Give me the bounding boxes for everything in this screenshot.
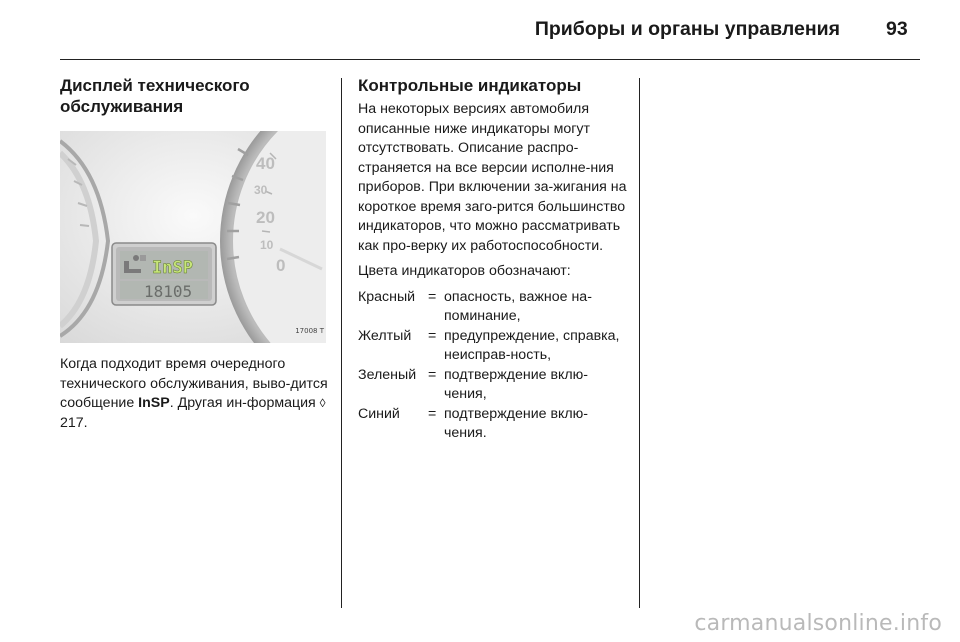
- indicators-intro-paragraph: На некоторых версиях автомобиля описанные ниже индикаторы могут отсутствовать. Описание распро-страняется на все версии исполне-ния приборов. При включении за-жигания на короткое время заго-рится большинство индикаторов, что можно рассматривать как про-верку их работоспособности.: [358, 101, 627, 254]
- header-rule: [60, 59, 920, 60]
- figure-caption-code: 17008 T: [295, 326, 324, 335]
- text-run: . Другая ин-формация: [169, 395, 320, 411]
- gauge-tick-label: 20: [256, 208, 275, 227]
- equals-sign: =: [428, 327, 437, 344]
- left-column: [60, 75, 328, 433]
- page-number: 93: [886, 18, 908, 40]
- text-run: Когда подходит время очередного технического обслуживания, выво-дится сообщение: [60, 356, 328, 411]
- middle-column: [358, 75, 628, 444]
- cluster-illustration: [60, 131, 326, 343]
- display-odometer: 18105: [144, 282, 193, 301]
- section-heading-service-display: Дисплей технического обслуживания: [60, 76, 250, 116]
- color-legend-item: [358, 405, 628, 444]
- colors-intro: Цвета индикаторов обозначают:: [358, 263, 571, 279]
- gauge-tick-label: 30: [254, 183, 268, 197]
- page-header-title: Приборы и органы управления: [534, 18, 840, 40]
- gauge-tick-label: 10: [260, 238, 274, 252]
- equals-sign: =: [428, 366, 437, 383]
- color-name: Зеленый: [358, 366, 417, 383]
- section-heading-indicators: Контрольные индикаторы: [358, 76, 582, 95]
- gauge-tick-label: 0: [276, 256, 286, 275]
- color-name: Желтый: [358, 327, 412, 344]
- color-meaning: подтверждение вклю-чения.: [444, 405, 588, 441]
- color-legend-item: [358, 366, 628, 405]
- site-watermark: carmanualsonline.info: [694, 611, 942, 636]
- service-display-paragraph: [60, 355, 328, 433]
- color-legend-item: [358, 288, 628, 327]
- gauge-tick-label: 40: [256, 154, 275, 173]
- color-name: Синий: [358, 405, 400, 422]
- page-reference-arrow-icon: ◊: [319, 396, 326, 410]
- color-meaning: предупреждение, справка, неисправ-ность,: [444, 327, 620, 363]
- column-divider-left: [341, 78, 342, 608]
- display-message-insp: InSP: [152, 258, 193, 278]
- column-divider-right: [639, 78, 640, 608]
- page-reference-link[interactable]: 217.: [60, 414, 88, 431]
- equals-sign: =: [428, 288, 437, 305]
- equals-sign: =: [428, 405, 437, 422]
- color-legend-item: [358, 327, 628, 366]
- color-meaning: подтверждение вклю-чения,: [444, 366, 588, 402]
- instrument-cluster-figure: [60, 131, 326, 343]
- color-legend-list: [358, 288, 628, 444]
- insp-bold-term: InSP: [138, 395, 170, 411]
- color-meaning: опасность, важное на-поминание,: [444, 288, 592, 324]
- color-name: Красный: [358, 288, 416, 305]
